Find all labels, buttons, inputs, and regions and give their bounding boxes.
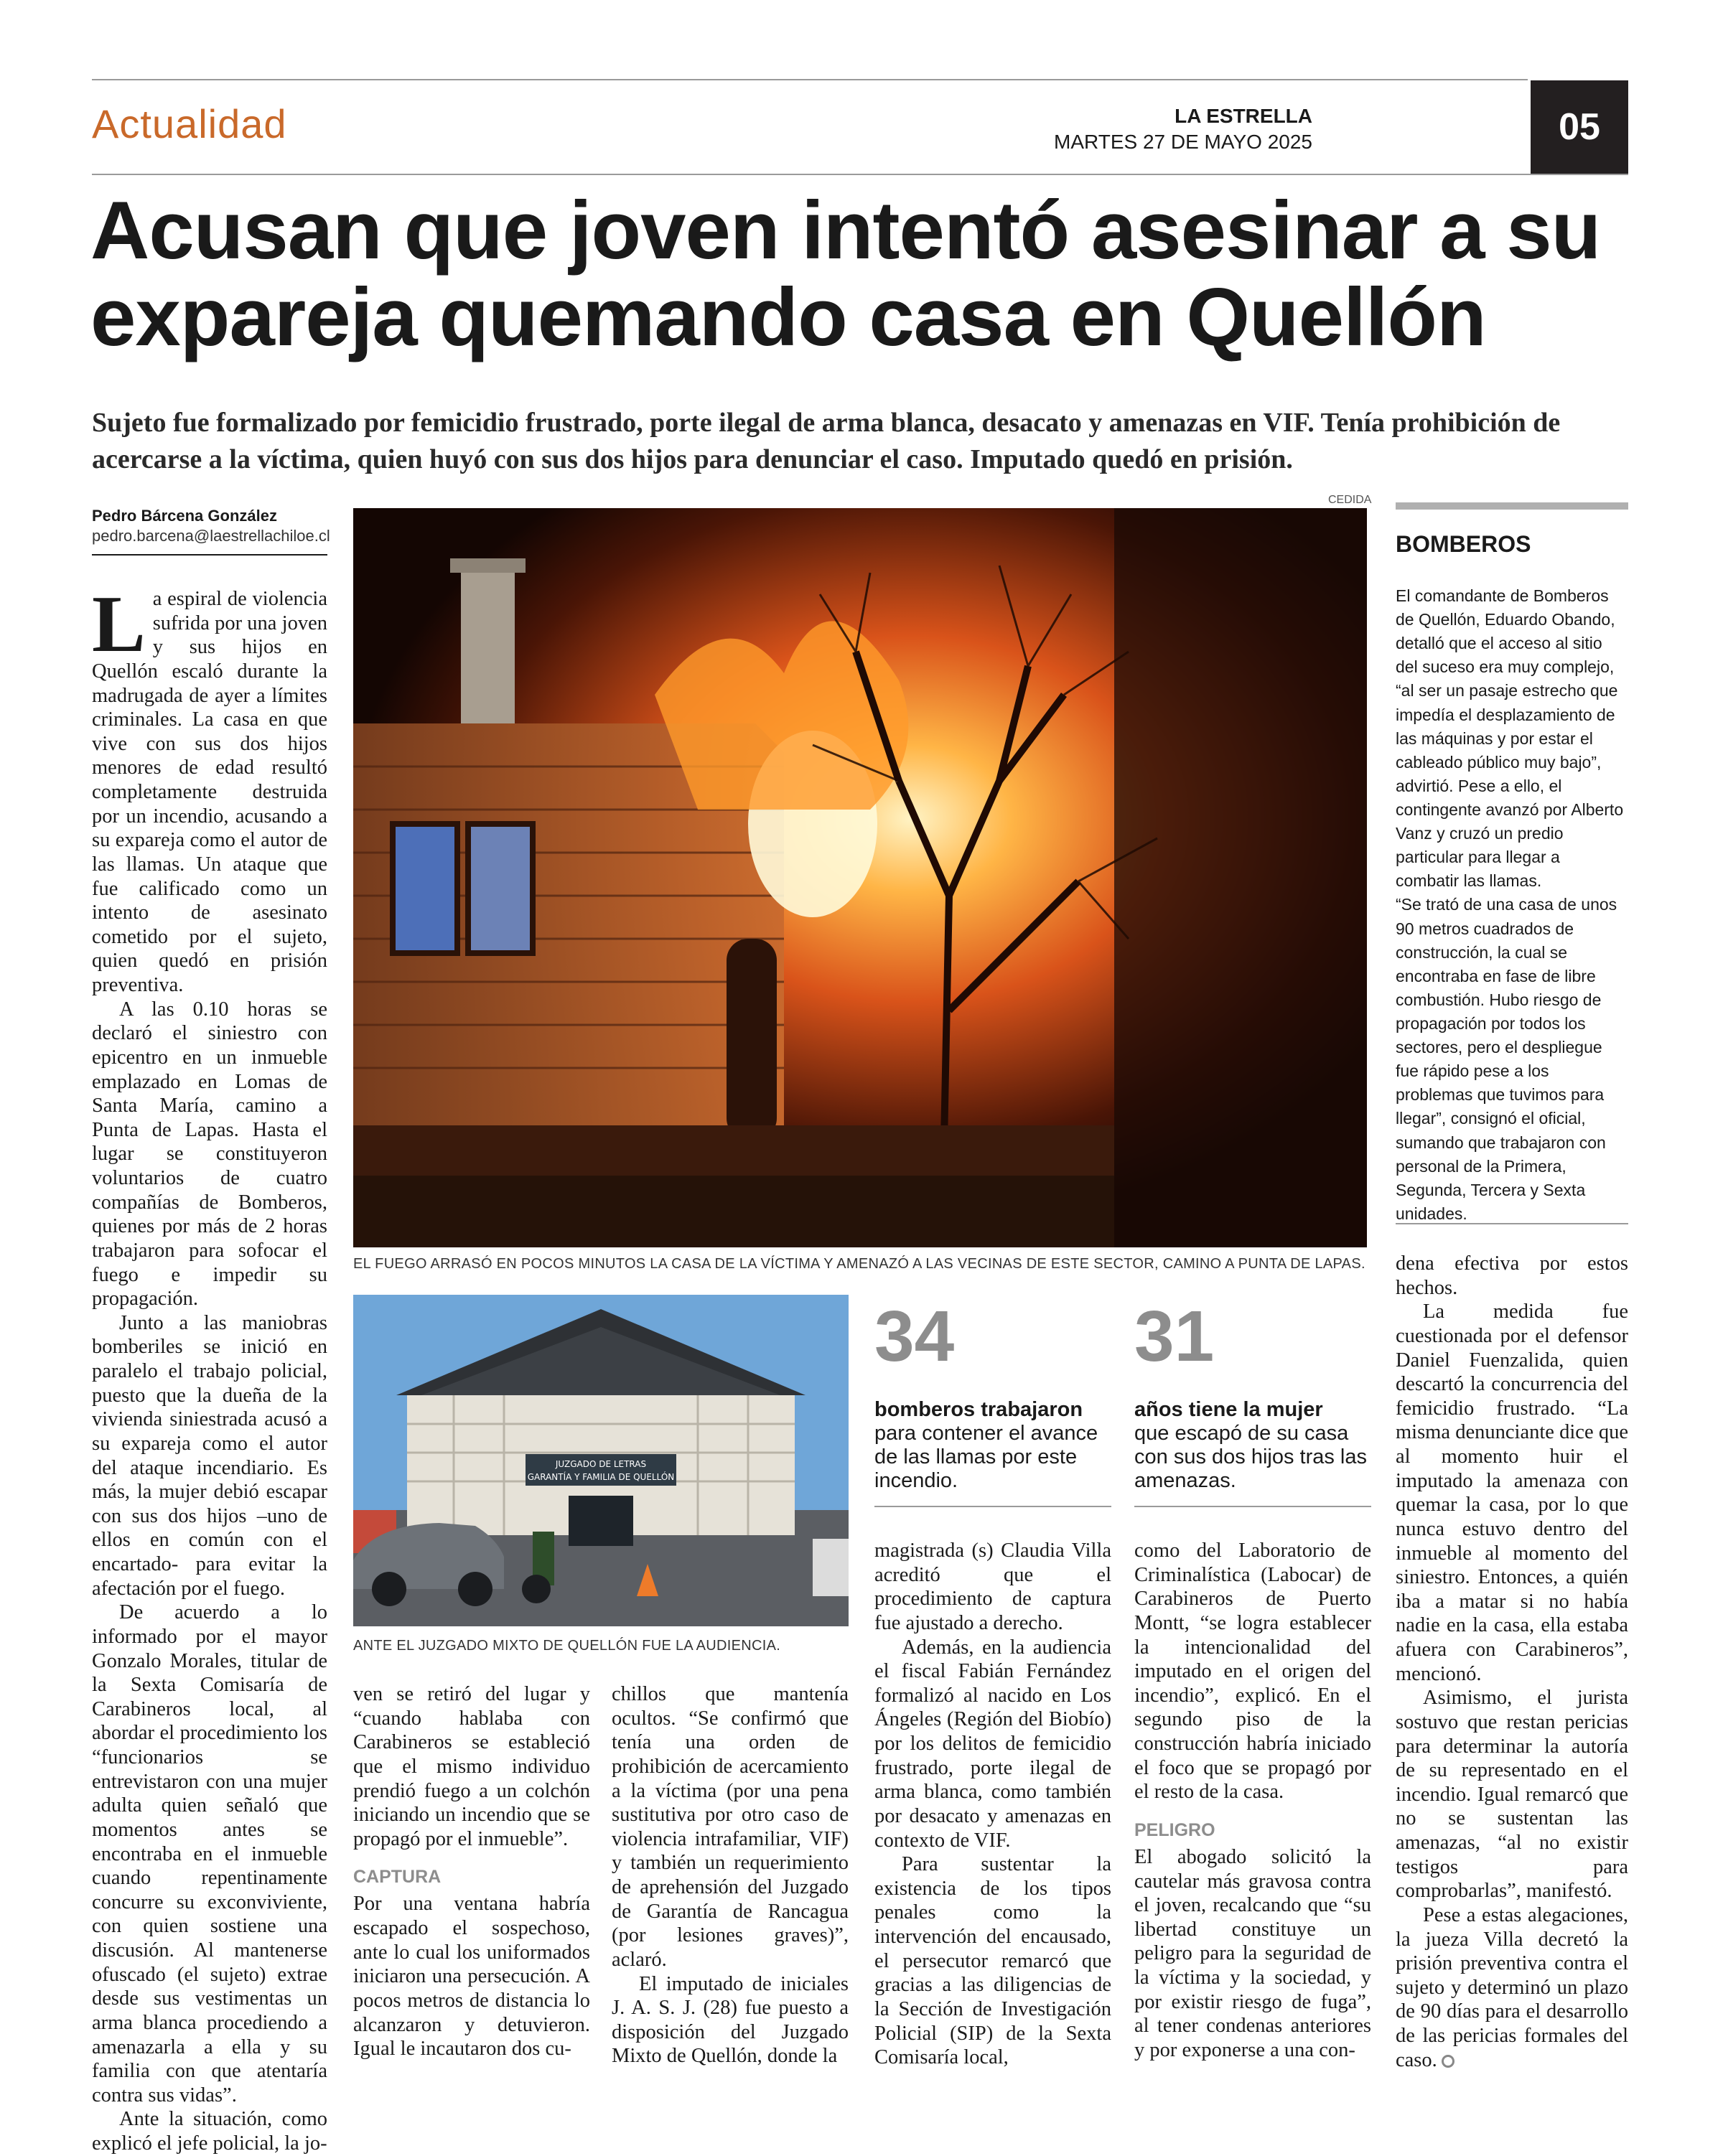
article-column-1 (92, 580, 327, 2156)
top-rule (92, 79, 1528, 80)
fact-title: bomberos trabajaron (874, 1398, 1083, 1421)
article-paragraph: Para sustentar la existencia de los tipos penales como la intervención del encausado, el persecutor remarcó que gracias a las diligencias de la Sección de Investigación Policial (SIP) de la Sexta Comisaría local, (874, 1853, 1111, 2069)
article-paragraph: dena efectiva por estos hechos. (1396, 1252, 1628, 1299)
subhead-captura: CAPTURA (353, 1867, 442, 1888)
fact-text: que escapó de su casa con sus dos hijos tras las amenazas. (1134, 1422, 1367, 1493)
sidebar-paragraph: El comandante de Bomberos de Quellón, Eduardo Obando, detalló que el acceso al sitio del suceso era muy complejo, “al ser un pasaje estrecho que impedía el desplazamiento de las máquinas y por estar el cableado público muy bajo”, advirtió. Pese a ello, el contingente avanzó por Alberto Vanz y cruzó un predio particular para llegar a combatir las llamas. (1396, 586, 1624, 891)
article-paragraph: como del Laboratorio de Criminalística (Labocar) de Carabineros de Puerto Montt, “se logra establecer la intencionalidad del imputado en el origen del incendio”, explicó. En el segundo piso de la construcción habría iniciado el foco que se propagó por el resto de la casa. (1134, 1539, 1371, 1804)
fact-title: años tiene la mujer (1134, 1398, 1323, 1421)
page-number: 05 (1531, 80, 1628, 174)
article-paragraph: a espiral de violencia sufrida por una joven y sus hijos en Quellón escaló durante la madrugada de ayer a límites criminales. La casa en que vive con sus dos hijos menores de edad resultó completamente destruida por un incendio, acusando a su expareja como el autor de las llamas. Un ataque que fue calificado como un intento de asesinato cometido por el sujeto, quien quedó en prisión preventiva. (92, 588, 327, 996)
article-column-3 (612, 1682, 849, 2068)
article-paragraph: Ante la situación, como explicó el jefe policial, la jo- (92, 2108, 327, 2155)
fact-box-firefighters (874, 1296, 1119, 1493)
sidebar-title: BOMBEROS (1396, 531, 1531, 557)
author-email: pedro.barcena@laestrellachiloe.cl (92, 527, 330, 545)
court-sign-line2: GARANTÍA Y FAMILIA DE QUELLÓN (527, 1472, 675, 1482)
article-paragraph: El abogado solicitó la cautelar más gravosa contra el joven, recalcando que “su libertad constituye un peligro para la seguridad de la víctima y la sociedad, y por existir riesgo de fuga”, al tener condenas anteriores y por exponerse a una con- (1134, 1845, 1371, 2061)
court-photo (353, 1295, 849, 1626)
fire-photo (353, 508, 1367, 1247)
author-name: Pedro Bárcena González (92, 507, 277, 525)
end-mark-icon (1442, 2055, 1454, 2068)
article-column-4 (874, 1539, 1111, 2070)
fire-photo-illustration (353, 508, 1367, 1247)
closing-paragraph-text: Pese a estas alegaciones, la jueza Villa decretó la prisión preventiva contra el sujeto y determinó un plazo de 90 días para el desarrollo de las pericias formales del caso. (1396, 1903, 1628, 2071)
fact-number: 34 (874, 1296, 955, 1377)
court-photo-caption: ANTE EL JUZGADO MIXTO DE QUELLÓN FUE LA AUDIENCIA. (353, 1638, 781, 1654)
article-paragraph: ven se retiró del lugar y “cuando hablaba con Carabineros se estableció que el mismo individuo prendió fuego a un colchón iniciando un incendio que se propagó por el inmueble”. (353, 1683, 590, 1850)
court-sign-line1: JUZGADO DE LETRAS (555, 1459, 647, 1469)
article-paragraph: Asimismo, el jurista sostuvo que restan pericias para determinar la autoría de su representado en el incendio. Igual remarcó que no se sustentan las amenazas, “al no existir testigos para comprobarlas”, manifestó. (1396, 1687, 1628, 1903)
fact-rule-right (1134, 1506, 1371, 1507)
header-rule (92, 174, 1628, 175)
sidebar-bottom-rule (1396, 1223, 1628, 1224)
section-label: Actualidad (92, 101, 287, 146)
article-paragraph: Junto a las maniobras bomberiles se inició en paralelo el trabajo policial, puesto que la dueña de la vivienda siniestrada acusó a su expareja como el autor del ataque incendiario. Es más, la mujer debió escapar con sus dos hijos –uno de ellos en común con el encartado- para evitar la afectación por el fuego. (92, 1311, 327, 1600)
photo-credit: CEDIDA (1328, 494, 1372, 506)
article-paragraph: De acuerdo a lo informado por el mayor Gonzalo Morales, titular de la Sexta Comisaría de Carabineros local, al abordar el procedimiento los “funcionarios se entrevistaron con una mujer adulta quien señaló que momentos antes se encontraba en el inmueble cuando repentinamente concurre su exconviviente, con quien sostiene una discusión. Al mantenerse ofuscado (el sujeto) extrae desde sus vestimentas un arma blanca procediendo a amenazarla a ella y su familia con que atentaría contra sus vidas”. (92, 1601, 327, 2106)
article-paragraph: La medida fue cuestionada por el defensor Daniel Fuenzalida, quien descartó la concurrencia del femicidio frustrado. “La misma denunciante dice que al momento huir el imputado la amenaza con quemar la casa, por lo que nunca estuvo dentro del inmueble al momento del siniestro. Entonces, a quién iba a matar si no había nadie en la casa, ella estaba afuera con Carabineros”, mencionó. (1396, 1300, 1628, 1685)
article-column-6 (1396, 1252, 1628, 2072)
article-paragraph: El imputado de iniciales J. A. S. J. (28) fue puesto a disposición del Juzgado Mixto de Quellón, donde la (612, 1972, 849, 2068)
fact-box-age (1134, 1296, 1378, 1493)
deck: Sujeto fue formalizado por femicidio frustrado, porte ilegal de arma blanca, desacato y amenazas en VIF. Tenía prohibición de acercarse a la víctima, quien huyó con sus dos hijos para denunciar el caso. Imputado quedó en prisión. (92, 408, 1561, 475)
article-paragraph: chillos que mantenía ocultos. “Se confirmó que tenía una orden de prohibición de acercamiento a la víctima (por una pena sustitutiva por otro caso de violencia intrafamiliar, VIF) y también un requerimiento de aprehensión del Juzgado de Garantía de Rancagua (por lesiones graves)”, aclaró. (612, 1683, 849, 1971)
headline: Acusan que joven intentó asesinar a su expareja quemando casa en Quellón (90, 185, 1601, 363)
fact-text: para contener el avance de las llamas por este incendio. (874, 1422, 1098, 1493)
newspaper-name: LA ESTRELLA (1175, 105, 1312, 127)
article-paragraph: A las 0.10 horas se declaró el siniestro con epicentro en un inmueble emplazado en Lomas de Santa María, camino a Punta de Lapas. Hasta el lugar se constituyeron voluntarios de cuatro compañías de Bomberos, quienes por más de 2 horas trabajaron para sofocar el fuego e impedir su propagación. (92, 998, 327, 1311)
article-paragraph: Además, en la audiencia el fiscal Fabián Fernández formalizó al nacido en Los Ángeles (Región del Biobío) por los delitos de femicidio frustrado, porte ilegal de arma blanca, como también por desacato y amenazas en contexto de VIF. (874, 1636, 1111, 1852)
fact-rule-left (874, 1506, 1111, 1507)
sidebar-text (1396, 584, 1627, 1226)
article-paragraph (1396, 1903, 1628, 2072)
main-photo-caption: EL FUEGO ARRASÓ EN POCOS MINUTOS LA CASA DE LA VÍCTIMA Y AMENAZÓ A LAS VECINAS DE ESTE SECTOR, CAMINO A PUNTA DE LAPAS. (353, 1256, 1365, 1272)
sidebar-paragraph: “Se trató de una casa de unos 90 metros cuadrados de construcción, la cual se encontraba en fase de libre combustión. Hubo riesgo de propagación por todos los sectores, pero el despliegue fue rápido pese a los problemas que tuvimos para llegar”, consignó el oficial, sumando que trabajaron con personal de la Primera, Segunda, Tercera y Sexta unidades. (1396, 895, 1617, 1223)
drop-cap: L (92, 580, 146, 669)
issue-date: MARTES 27 DE MAYO 2025 (1054, 131, 1312, 153)
subhead-peligro: PELIGRO (1134, 1819, 1215, 1840)
fact-number: 31 (1134, 1296, 1215, 1377)
sidebar-top-bar (1396, 502, 1628, 510)
article-column-5 (1134, 1539, 1371, 2063)
court-photo-illustration (353, 1295, 849, 1626)
article-column-2 (353, 1682, 590, 2061)
article-paragraph: Por una ventana habría escapado el sospechoso, ante lo cual los uniformados iniciaron una persecución. A pocos metros de distancia lo alcanzaron y detuvieron. Igual le incautaron dos cu- (353, 1893, 590, 2061)
article-paragraph: magistrada (s) Claudia Villa acreditó que el procedimiento de captura fue ajustado a derecho. (874, 1539, 1111, 1634)
byline-rule (92, 554, 327, 556)
